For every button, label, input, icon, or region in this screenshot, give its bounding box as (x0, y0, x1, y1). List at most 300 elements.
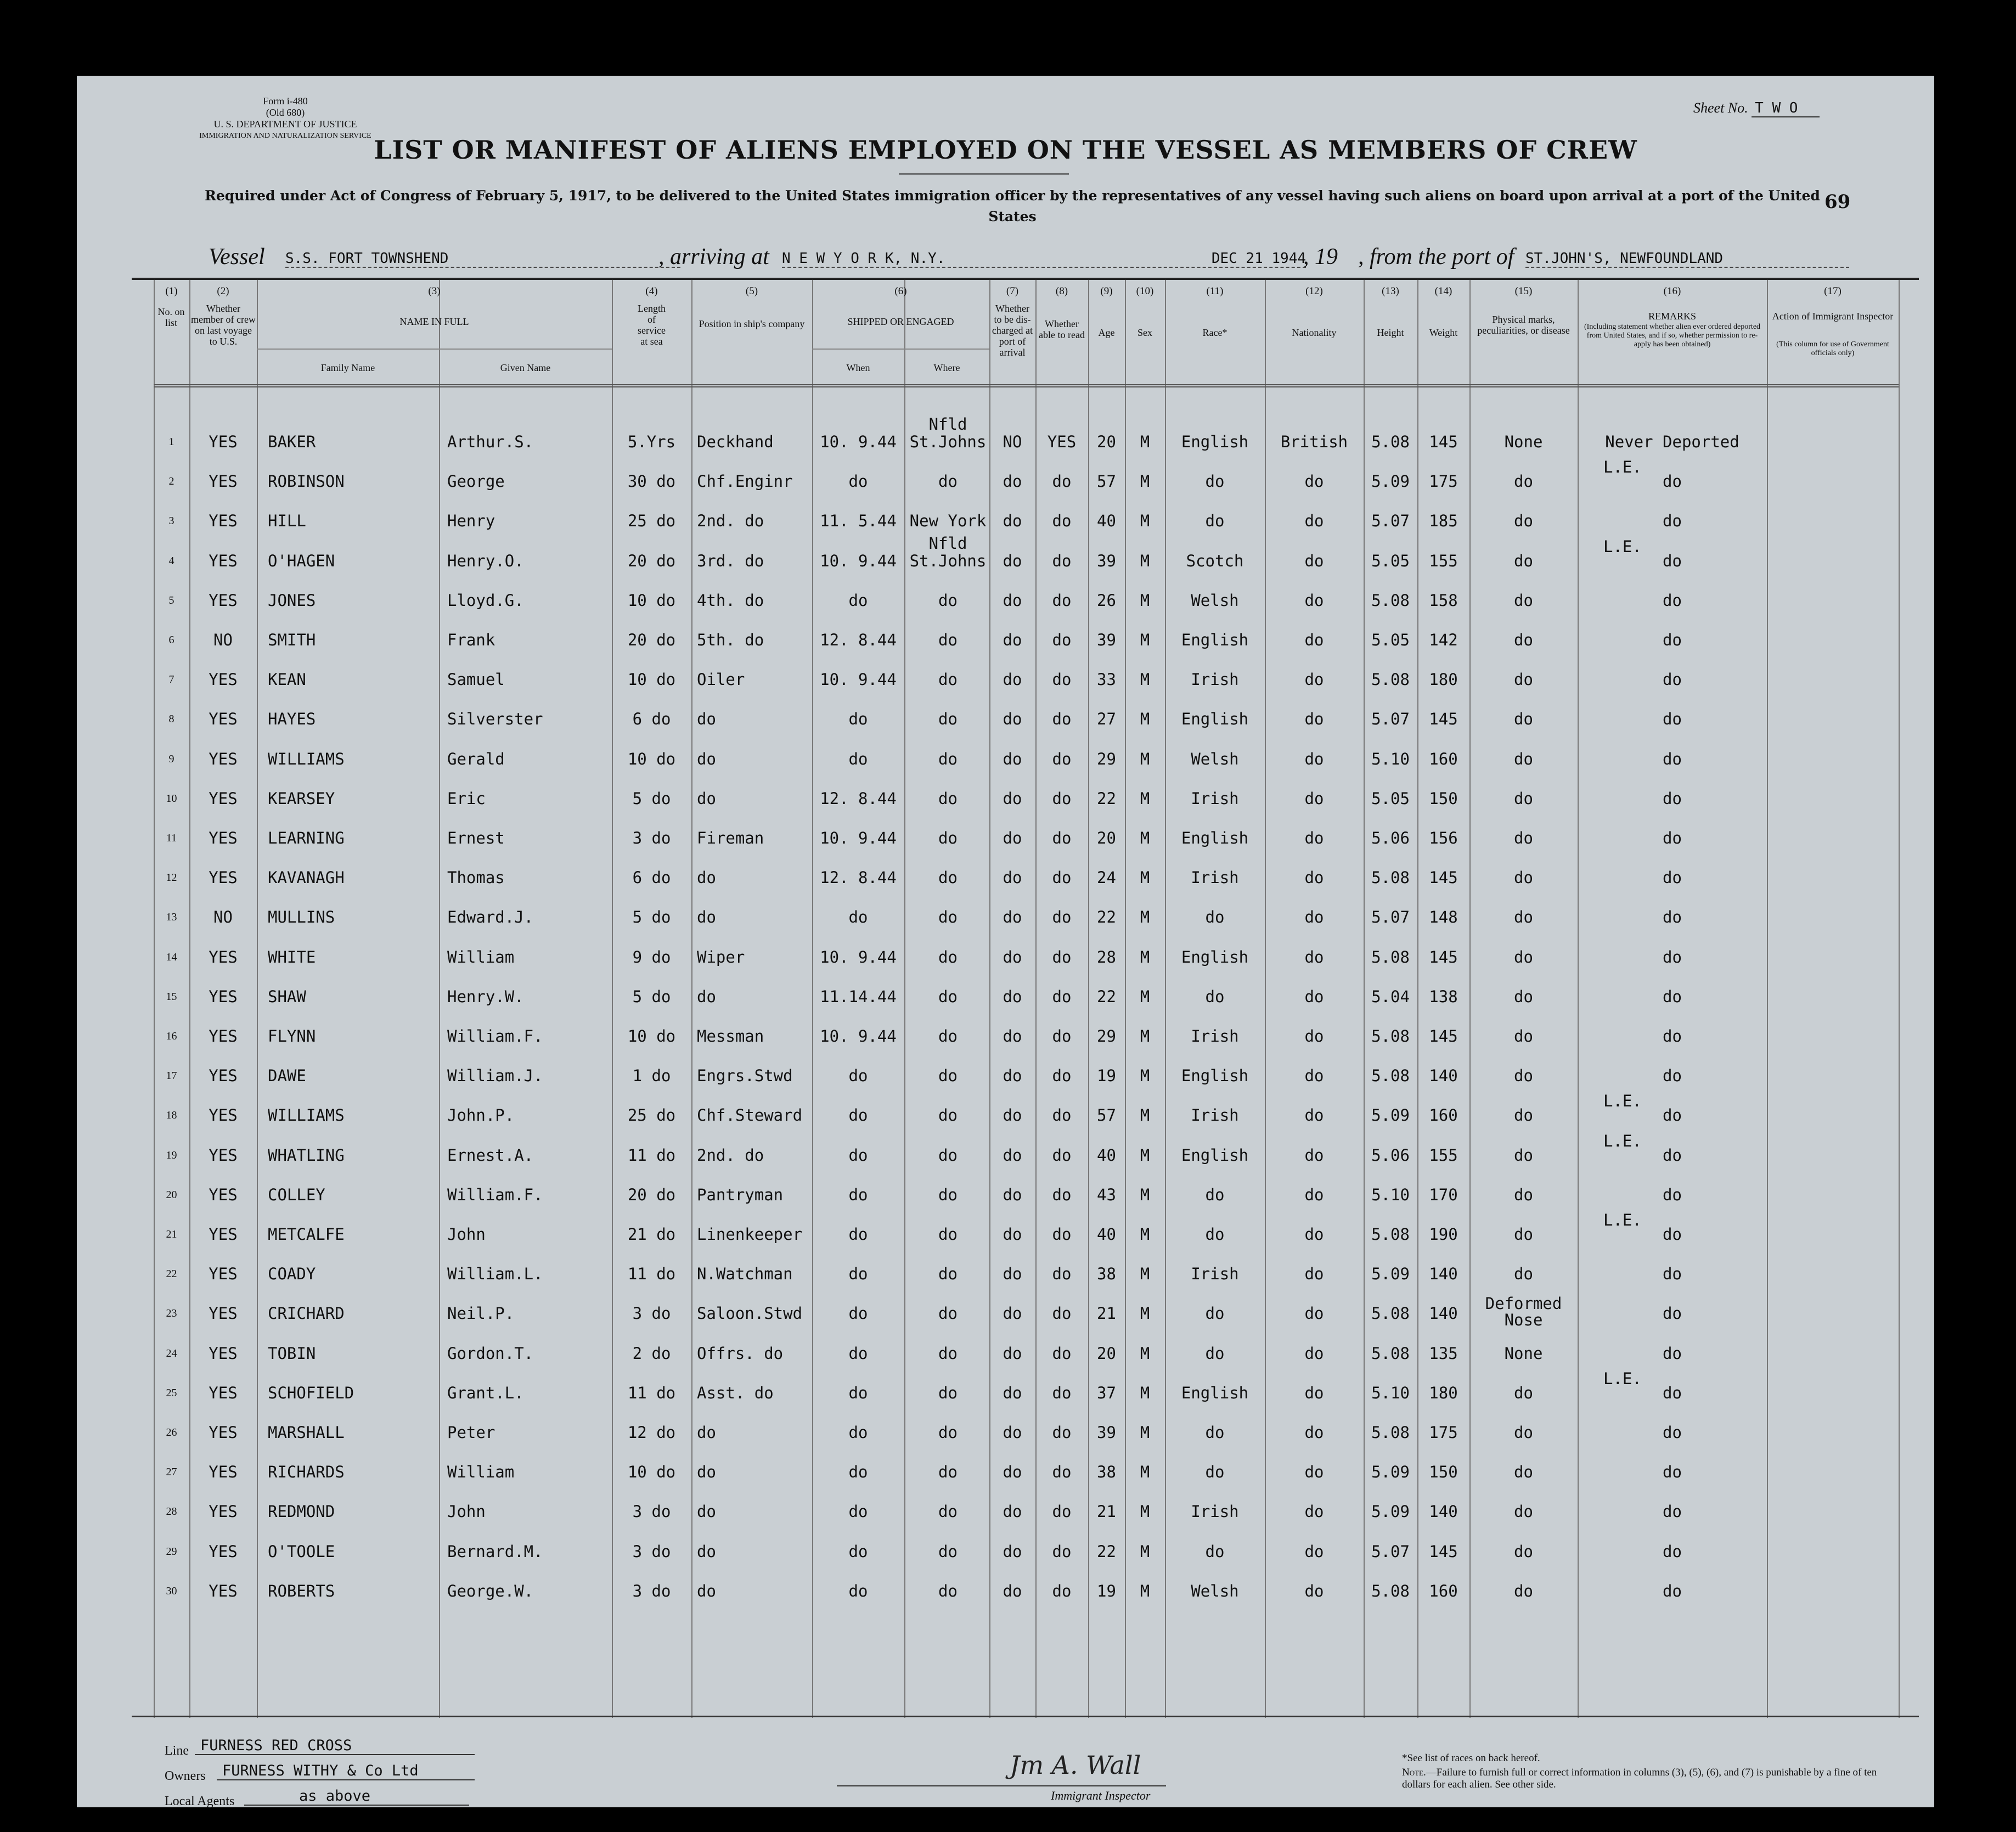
cell-position: Oiler (697, 670, 745, 689)
cell-nationality: do (1304, 987, 1324, 1006)
cell-sex: M (1140, 512, 1150, 531)
cell-family-name: BAKER (268, 432, 316, 451)
cell-race: English (1181, 432, 1249, 451)
table-row (132, 908, 1919, 946)
cell-member-last-voyage: YES (209, 829, 238, 847)
cell-shipped-when: do (848, 1581, 868, 1600)
col-num: (14) (1434, 285, 1452, 297)
cell-shipped-when: 10. 9.44 (820, 947, 897, 966)
cell-shipped-where: do (938, 670, 958, 689)
cell-race: do (1205, 1185, 1225, 1204)
cell-age: 22 (1097, 789, 1116, 808)
cell-position: 5th. do (697, 631, 764, 649)
col-num: (10) (1136, 285, 1154, 297)
table-row (132, 1542, 1919, 1581)
cell-shipped-where: St.Johns (909, 432, 987, 451)
cell-shipped-when: 11.14.44 (820, 987, 897, 1006)
cell-able-to-read: do (1052, 987, 1072, 1006)
cell-shipped-where: New York (909, 512, 987, 531)
cell-family-name: HILL (268, 512, 306, 531)
cell-nationality: do (1304, 789, 1324, 808)
cell-race: do (1205, 1423, 1225, 1442)
cell-weight: 160 (1429, 749, 1458, 768)
cell-weight: 160 (1429, 1106, 1458, 1125)
cell-physical-marks: do (1514, 591, 1533, 610)
cell-member-last-voyage: YES (209, 947, 238, 966)
cell-physical-marks: do (1514, 710, 1533, 729)
cell-position: do (697, 710, 716, 729)
cell-position: do (697, 1581, 716, 1600)
cell-remarks: do (1663, 868, 1682, 887)
cell-sex: M (1140, 1344, 1150, 1363)
cell-shipped-where: do (938, 1542, 958, 1561)
departure-port: ST.JOHN'S, NEWFOUNDLAND (1525, 250, 1849, 268)
header-when: When (846, 362, 870, 373)
table-row (132, 1582, 1919, 1620)
cell-remarks: do (1663, 908, 1682, 927)
cell-physical-marks: do (1514, 1383, 1533, 1402)
table-row (132, 1185, 1919, 1224)
cell-length-of-service: 3 do (632, 1581, 671, 1600)
vessel-name: S.S. FORT TOWNSHEND (285, 250, 680, 268)
cell-shipped-when: do (848, 1265, 868, 1284)
form-old-number: (Old 680) (266, 107, 305, 118)
cell-sex: M (1140, 829, 1150, 847)
cell-length-of-service: 1 do (632, 1066, 671, 1086)
cell-to-be-discharged: NO (1003, 432, 1022, 451)
cell-weight: 145 (1429, 1027, 1458, 1046)
col-num: (4) (645, 285, 658, 297)
cell-physical-marks: do (1514, 1066, 1533, 1086)
cell-weight: 175 (1429, 472, 1458, 491)
cell-shipped-where: do (938, 749, 958, 768)
department-name: U. S. DEPARTMENT OF JUSTICE (213, 119, 357, 130)
cell-able-to-read: do (1052, 472, 1072, 491)
cell-physical-marks: do (1514, 1185, 1533, 1204)
cell-sex: M (1140, 1027, 1150, 1046)
cell-to-be-discharged: do (1003, 908, 1022, 927)
cell-able-to-read: do (1052, 1581, 1072, 1600)
header-nationality: Nationality (1292, 327, 1337, 338)
cell-age: 33 (1097, 670, 1116, 689)
cell-race: do (1205, 987, 1225, 1006)
table-row (132, 1131, 1919, 1184)
cell-length-of-service: 10 do (627, 591, 676, 610)
cell-weight: 185 (1429, 512, 1458, 531)
cell-to-be-discharged: do (1003, 472, 1022, 491)
cell-row-number: 18 (166, 1109, 177, 1122)
cell-shipped-when: 10. 9.44 (820, 670, 897, 689)
cell-age: 21 (1097, 1304, 1116, 1323)
cell-nationality: do (1304, 512, 1324, 531)
cell-able-to-read: do (1052, 631, 1072, 649)
cell-position: Fireman (697, 829, 764, 847)
cell-weight: 140 (1429, 1502, 1458, 1521)
cell-shipped-where: do (938, 710, 958, 729)
table-row (132, 1344, 1919, 1383)
cell-weight: 170 (1429, 1185, 1458, 1204)
page-subtitle: Required under Act of Congress of February 5, 1917, to be delivered to the United States immigration officer by the representatives of any vessel having such aliens on board upon arrival at a port of the United States (205, 188, 1820, 224)
agents-label: Local Agents (165, 1794, 235, 1808)
cell-given-name: George (447, 472, 505, 491)
cell-nationality: do (1304, 1423, 1324, 1442)
cell-weight: 148 (1429, 908, 1458, 927)
cell-to-be-discharged: do (1003, 1265, 1022, 1284)
cell-length-of-service: 3 do (632, 1542, 671, 1561)
cell-race: do (1205, 908, 1225, 927)
cell-member-last-voyage: YES (209, 670, 238, 689)
cell-family-name: WHITE (268, 947, 316, 966)
col-num: (11) (1206, 285, 1224, 297)
cell-given-name: Henry.W. (447, 987, 524, 1006)
col-num: (15) (1514, 285, 1533, 297)
cell-shipped-where: do (938, 1265, 958, 1284)
table-row (132, 1211, 1919, 1263)
header-family-name: Family Name (320, 362, 375, 373)
cell-position: N.Watchman (697, 1265, 793, 1284)
cell-position: Deckhand (697, 432, 774, 451)
cell-position: Messman (697, 1027, 764, 1046)
cell-weight: 180 (1429, 670, 1458, 689)
cell-able-to-read: do (1052, 1145, 1072, 1165)
cell-age: 57 (1097, 1106, 1116, 1125)
cell-shipped-where: do (938, 1066, 958, 1086)
cell-remarks: do (1663, 1423, 1682, 1442)
cell-height: 5.04 (1371, 987, 1410, 1006)
cell-remarks-le: L.E. (1603, 1092, 1642, 1111)
cell-height: 5.05 (1371, 631, 1410, 649)
cell-sex: M (1140, 670, 1150, 689)
cell-length-of-service: 10 do (627, 1027, 676, 1046)
cell-family-name: FLYNN (268, 1027, 316, 1046)
cell-weight: 145 (1429, 947, 1458, 966)
cell-shipped-when: do (848, 1106, 868, 1125)
cell-height: 5.06 (1371, 829, 1410, 847)
cell-nationality: do (1304, 1581, 1324, 1600)
cell-length-of-service: 10 do (627, 749, 676, 768)
cell-row-number: 5 (168, 594, 174, 606)
table-row (132, 1066, 1919, 1105)
cell-position: do (697, 908, 716, 927)
cell-shipped-when: do (848, 1344, 868, 1363)
cell-row-number: 4 (168, 554, 174, 567)
cell-sex: M (1140, 1225, 1150, 1244)
cell-shipped-when: do (848, 710, 868, 729)
penalty-note (1402, 1767, 1907, 1791)
col-num: (7) (1006, 285, 1019, 297)
cell-shipped-when: 11. 5.44 (820, 512, 897, 531)
cell-age: 20 (1097, 432, 1116, 451)
cell-member-last-voyage: YES (209, 1225, 238, 1244)
cell-shipped-where: do (938, 908, 958, 927)
cell-family-name: WILLIAMS (268, 1106, 345, 1125)
cell-shipped-where-region: Nfld (928, 415, 967, 434)
cell-remarks: do (1663, 512, 1682, 531)
col-num: (9) (1100, 285, 1113, 297)
cell-race: Welsh (1191, 591, 1239, 610)
cell-physical-marks: do (1514, 1225, 1533, 1244)
cell-sex: M (1140, 1304, 1150, 1323)
cell-row-number: 29 (166, 1545, 177, 1558)
cell-given-name: Frank (447, 631, 495, 649)
cell-remarks: do (1663, 1344, 1682, 1363)
cell-given-name: John (447, 1502, 486, 1521)
cell-age: 20 (1097, 1344, 1116, 1363)
cell-nationality: do (1304, 868, 1324, 887)
cell-age: 19 (1097, 1066, 1116, 1086)
footer (132, 1716, 1919, 1808)
cell-age: 26 (1097, 591, 1116, 610)
cell-length-of-service: 10 do (627, 1463, 676, 1482)
agents-value: as above (244, 1788, 469, 1806)
header-action: Action of Immigrant Inspector (1772, 311, 1894, 322)
cell-nationality: do (1304, 829, 1324, 847)
cell-sex: M (1140, 631, 1150, 649)
cell-sex: M (1140, 868, 1150, 887)
cell-given-name: Henry (447, 512, 495, 531)
cell-family-name: COLLEY (268, 1185, 325, 1204)
cell-row-number: 21 (166, 1228, 177, 1240)
cell-remarks: do (1663, 1066, 1682, 1086)
cell-row-number: 25 (166, 1386, 177, 1399)
cell-given-name: William.L. (447, 1265, 543, 1284)
line-value: FURNESS RED CROSS (195, 1737, 475, 1755)
cell-remarks: do (1663, 987, 1682, 1006)
cell-family-name: WILLIAMS (268, 749, 345, 768)
cell-given-name: William (447, 947, 515, 966)
cell-shipped-when: 12. 8.44 (820, 631, 897, 649)
cell-able-to-read: do (1052, 710, 1072, 729)
cell-length-of-service: 11 do (627, 1145, 676, 1165)
cell-nationality: do (1304, 670, 1324, 689)
cell-position: do (697, 789, 716, 808)
year-label: , 19 (1303, 244, 1338, 269)
signature-line (837, 1785, 1166, 1786)
cell-shipped-where: do (938, 1185, 958, 1204)
cell-shipped-when: 12. 8.44 (820, 868, 897, 887)
cell-shipped-when: do (848, 1225, 868, 1244)
cell-length-of-service: 11 do (627, 1265, 676, 1284)
cell-shipped-where-region: Nfld (928, 533, 967, 553)
cell-age: 19 (1097, 1581, 1116, 1600)
cell-family-name: HAYES (268, 710, 316, 729)
cell-row-number: 1 (168, 436, 174, 448)
cell-race: Irish (1191, 868, 1239, 887)
cell-row-number: 11 (166, 832, 177, 844)
cell-able-to-read: do (1052, 947, 1072, 966)
cell-member-last-voyage: YES (209, 1383, 238, 1402)
cell-remarks: do (1663, 1225, 1682, 1244)
cell-sex: M (1140, 472, 1150, 491)
cell-member-last-voyage: YES (209, 472, 238, 491)
table-row (132, 1369, 1919, 1422)
cell-shipped-where: do (938, 987, 958, 1006)
cell-remarks: do (1663, 551, 1682, 570)
crew-table (132, 278, 1919, 1718)
cell-given-name: Bernard.M. (447, 1542, 543, 1561)
cell-length-of-service: 3 do (632, 1304, 671, 1323)
cell-weight: 180 (1429, 1383, 1458, 1402)
cell-sex: M (1140, 789, 1150, 808)
cell-member-last-voyage: YES (209, 868, 238, 887)
cell-shipped-when: do (848, 749, 868, 768)
cell-family-name: DAWE (268, 1066, 306, 1086)
cell-to-be-discharged: do (1003, 789, 1022, 808)
header-able-read: Whether able to read (1039, 318, 1085, 340)
cell-member-last-voyage: YES (209, 987, 238, 1006)
cell-age: 39 (1097, 631, 1116, 649)
cell-family-name: KEARSEY (268, 789, 335, 808)
cell-to-be-discharged: do (1003, 749, 1022, 768)
cell-family-name: KEAN (268, 670, 306, 689)
cell-member-last-voyage: NO (213, 908, 233, 927)
cell-nationality: do (1304, 1066, 1324, 1086)
cell-shipped-when: 10. 9.44 (820, 551, 897, 570)
cell-sex: M (1140, 551, 1150, 570)
cell-sex: M (1140, 591, 1150, 610)
cell-race: Irish (1191, 1265, 1239, 1284)
cell-remarks: do (1663, 1304, 1682, 1323)
cell-sex: M (1140, 710, 1150, 729)
cell-height: 5.08 (1371, 1066, 1410, 1086)
cell-remarks: do (1663, 829, 1682, 847)
cell-age: 24 (1097, 868, 1116, 887)
cell-row-number: 7 (168, 673, 174, 686)
cell-shipped-where: do (938, 1304, 958, 1323)
cell-given-name: Eric (447, 789, 486, 808)
cell-age: 22 (1097, 908, 1116, 927)
cell-physical-marks: do (1514, 551, 1533, 570)
owners-value: FURNESS WITHY & Co Ltd (217, 1762, 475, 1780)
table-row (132, 631, 1919, 669)
cell-height: 5.08 (1371, 591, 1410, 610)
line-label: Line (165, 1744, 189, 1758)
col-num: (6) (894, 285, 907, 297)
cell-weight: 142 (1429, 631, 1458, 649)
cell-nationality: do (1304, 472, 1324, 491)
sheet-number-value: T W O (1752, 100, 1820, 117)
cell-nationality: do (1304, 1225, 1324, 1244)
cell-position: Engrs.Stwd (697, 1066, 793, 1086)
cell-length-of-service: 21 do (627, 1225, 676, 1244)
cell-remarks: do (1663, 1265, 1682, 1284)
note-text: —Failure to furnish full or correct information in columns (3), (5), (6), and (7) is punishable by a fine of ten dollars for each alien. See other side. (1402, 1767, 1877, 1790)
cell-able-to-read: do (1052, 829, 1072, 847)
table-row (132, 1294, 1919, 1342)
cell-shipped-where: do (938, 591, 958, 610)
cell-able-to-read: do (1052, 670, 1072, 689)
cell-weight: 155 (1429, 1145, 1458, 1165)
cell-race: English (1181, 1066, 1249, 1086)
cell-row-number: 17 (166, 1070, 177, 1082)
header-remarks: REMARKS (1648, 311, 1697, 322)
cell-position: 4th. do (697, 591, 764, 610)
cell-position: Chf.Steward (697, 1106, 803, 1125)
cell-physical-marks: do (1514, 749, 1533, 768)
cell-row-number: 10 (166, 792, 177, 805)
cell-to-be-discharged: do (1003, 1145, 1022, 1165)
header-no-on-list: No. on list (157, 306, 185, 328)
header-weight: Weight (1429, 327, 1458, 338)
cell-shipped-where: do (938, 1027, 958, 1046)
cell-weight: 138 (1429, 987, 1458, 1006)
cell-weight: 135 (1429, 1344, 1458, 1363)
cell-shipped-where: do (938, 1344, 958, 1363)
cell-remarks: do (1663, 1185, 1682, 1204)
cell-to-be-discharged: do (1003, 1066, 1022, 1086)
cell-row-number: 6 (168, 634, 174, 646)
cell-length-of-service: 3 do (632, 1502, 671, 1521)
cell-row-number: 24 (166, 1347, 177, 1359)
cell-sex: M (1140, 987, 1150, 1006)
vessel-line (209, 244, 1855, 271)
cell-age: 20 (1097, 829, 1116, 847)
header-shipped-engaged: SHIPPED OR ENGAGED (847, 316, 954, 327)
cell-row-number: 22 (166, 1268, 177, 1280)
cell-member-last-voyage: YES (209, 1304, 238, 1323)
cell-physical-marks: do (1514, 1502, 1533, 1521)
cell-row-number: 27 (166, 1466, 177, 1479)
cell-height: 5.07 (1371, 710, 1410, 729)
cell-sex: M (1140, 1463, 1150, 1482)
cell-race: Irish (1191, 1502, 1239, 1521)
cell-remarks: do (1663, 631, 1682, 649)
cell-physical-marks: do (1514, 512, 1533, 531)
cell-weight: 140 (1429, 1304, 1458, 1323)
cell-age: 40 (1097, 1225, 1116, 1244)
header-member-last-voyage: Whether member of crew on last voyage to U.S. (191, 303, 256, 347)
cell-race: English (1181, 829, 1249, 847)
arrival-port: N E W Y O R K, N.Y. (782, 250, 1128, 268)
cell-able-to-read: do (1052, 868, 1072, 887)
cell-nationality: do (1304, 1304, 1324, 1323)
cell-given-name: William (447, 1463, 515, 1482)
cell-able-to-read: do (1052, 1225, 1072, 1244)
table-row (132, 591, 1919, 630)
cell-sex: M (1140, 749, 1150, 768)
header-discharged: Whether to be dis-charged at port of arrival (992, 303, 1033, 358)
cell-family-name: O'TOOLE (268, 1542, 335, 1561)
cell-remarks: do (1663, 1502, 1682, 1521)
cell-weight: 155 (1429, 551, 1458, 570)
cell-able-to-read: do (1052, 1265, 1072, 1284)
cell-weight: 140 (1429, 1066, 1458, 1086)
form-number: Form i-480 (263, 95, 308, 106)
header-given-name: Given Name (500, 362, 551, 373)
cell-sex: M (1140, 1145, 1150, 1165)
cell-nationality: do (1304, 551, 1324, 570)
table-row (132, 948, 1919, 986)
cell-height: 5.08 (1371, 1344, 1410, 1363)
cell-position: 3rd. do (697, 551, 764, 570)
cell-nationality: do (1304, 1265, 1324, 1284)
cell-physical-marks: do (1514, 908, 1533, 927)
cell-length-of-service: 25 do (627, 512, 676, 531)
cell-member-last-voyage: YES (209, 749, 238, 768)
cell-shipped-where: do (938, 1502, 958, 1521)
cell-remarks-le: L.E. (1603, 458, 1642, 477)
cell-given-name: George.W. (447, 1581, 534, 1600)
cell-able-to-read: do (1052, 591, 1072, 610)
cell-weight: 145 (1429, 1542, 1458, 1561)
cell-remarks-le: L.E. (1603, 1369, 1642, 1388)
cell-weight: 145 (1429, 710, 1458, 729)
service-name: IMMIGRATION AND NATURALIZATION SERVICE (199, 132, 371, 140)
cell-to-be-discharged: do (1003, 1502, 1022, 1521)
cell-sex: M (1140, 1542, 1150, 1561)
title-underline (899, 173, 1069, 175)
cell-weight: 156 (1429, 829, 1458, 847)
